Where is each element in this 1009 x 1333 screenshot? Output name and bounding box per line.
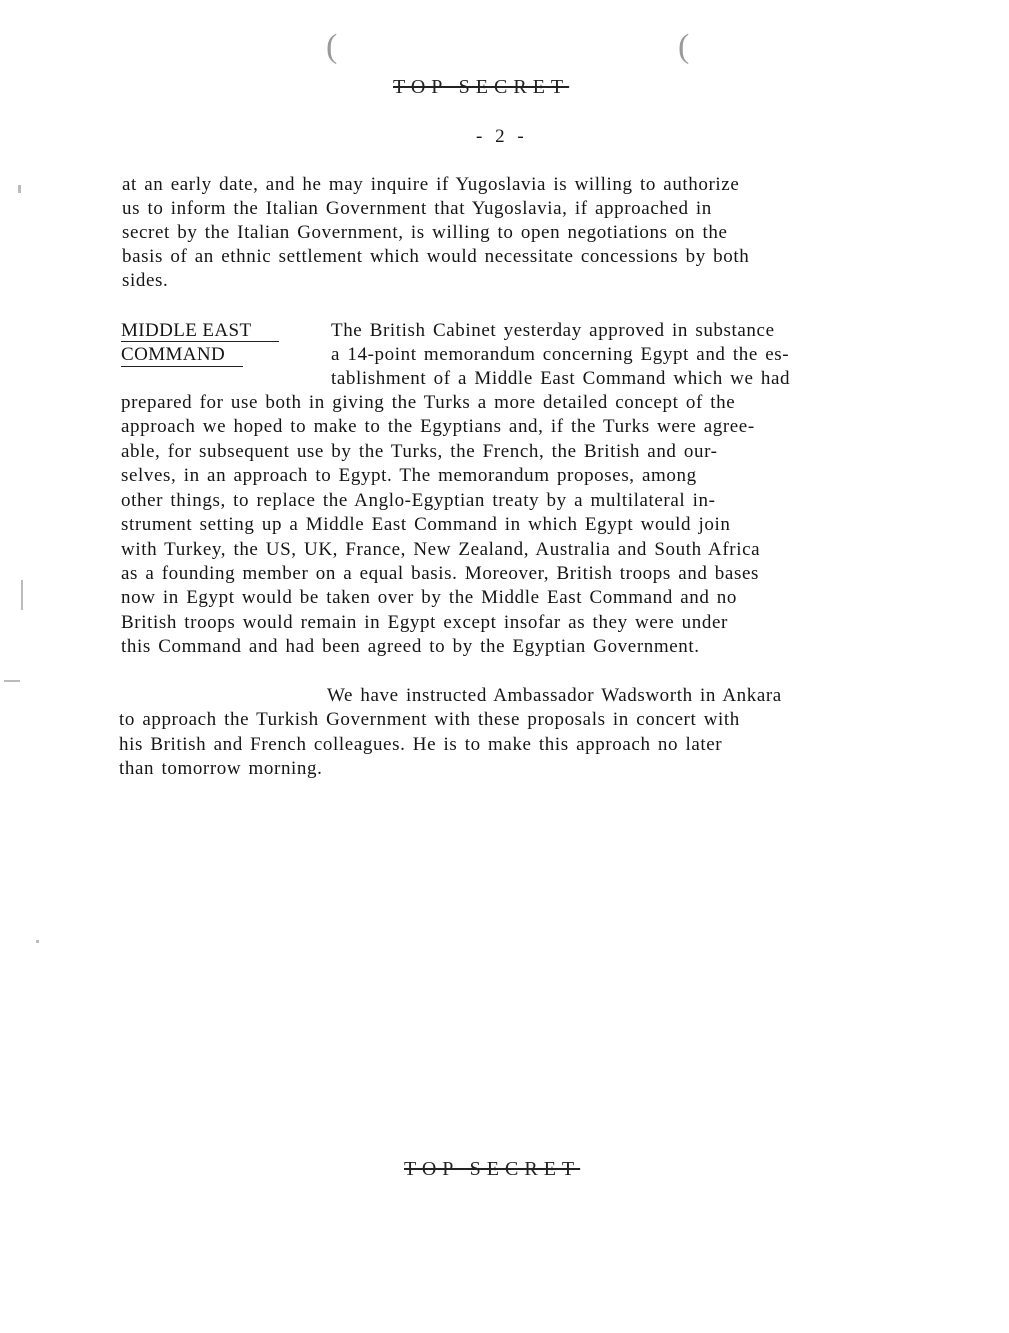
heading-underline <box>121 341 279 342</box>
scan-speck <box>36 940 39 943</box>
heading-underline <box>121 366 243 367</box>
punch-hole-mark-left: ( <box>326 28 338 65</box>
scan-speck <box>21 580 23 610</box>
scan-speck <box>4 680 20 682</box>
paragraph-line: than tomorrow morning. <box>119 758 323 779</box>
footer-classification-stamp: TOP SECRET <box>404 1158 581 1180</box>
paragraph-line: as a founding member on a equal basis. Moreover, British troops and bases <box>121 563 759 584</box>
paragraph-line: prepared for use both in giving the Turks a more detailed concept of the <box>121 392 736 413</box>
scan-speck <box>18 185 21 193</box>
paragraph-line: able, for subsequent use by the Turks, the French, the British and our- <box>121 441 718 462</box>
paragraph-line: The British Cabinet yesterday approved in substance <box>331 320 775 341</box>
paragraph-line: British troops would remain in Egypt except insofar as they were under <box>121 612 728 633</box>
paragraph-line: selves, in an approach to Egypt. The memorandum proposes, among <box>121 465 697 486</box>
punch-hole-mark-right: ( <box>678 28 690 65</box>
paragraph-line: approach we hoped to make to the Egyptians and, if the Turks were agree- <box>121 416 755 437</box>
paragraph-line: his British and French colleagues. He is to make this approach no later <box>119 734 723 755</box>
paragraph-line: at an early date, and he may inquire if Yugoslavia is willing to authorize <box>122 174 740 195</box>
paragraph-line: other things, to replace the Anglo-Egyptian treaty by a multilateral in- <box>121 490 716 511</box>
paragraph-line: us to inform the Italian Government that Yugoslavia, if approached in <box>122 198 712 219</box>
paragraph-line: this Command and had been agreed to by the Egyptian Government. <box>121 636 700 657</box>
header-classification-stamp: TOP SECRET <box>393 76 570 98</box>
paragraph-line: We have instructed Ambassador Wadsworth in Ankara <box>327 685 782 706</box>
paragraph-line: tablishment of a Middle East Command which we had <box>331 368 791 389</box>
paragraph-line: a 14-point memorandum concerning Egypt and the es- <box>331 344 790 365</box>
paragraph-line: basis of an ethnic settlement which would necessitate concessions by both <box>122 246 750 267</box>
paragraph-line: to approach the Turkish Government with these proposals in concert with <box>119 709 740 730</box>
section-heading-line: COMMAND <box>121 344 226 365</box>
paragraph-line: secret by the Italian Government, is willing to open negotiations on the <box>122 222 728 243</box>
paragraph-line: sides. <box>122 270 169 291</box>
page-number: - 2 - <box>476 126 528 147</box>
paragraph-line: now in Egypt would be taken over by the Middle East Command and no <box>121 587 737 608</box>
paragraph-line: strument setting up a Middle East Command in which Egypt would join <box>121 514 731 535</box>
section-heading-line: MIDDLE EAST <box>121 320 252 341</box>
paragraph-line: with Turkey, the US, UK, France, New Zealand, Australia and South Africa <box>121 539 761 560</box>
